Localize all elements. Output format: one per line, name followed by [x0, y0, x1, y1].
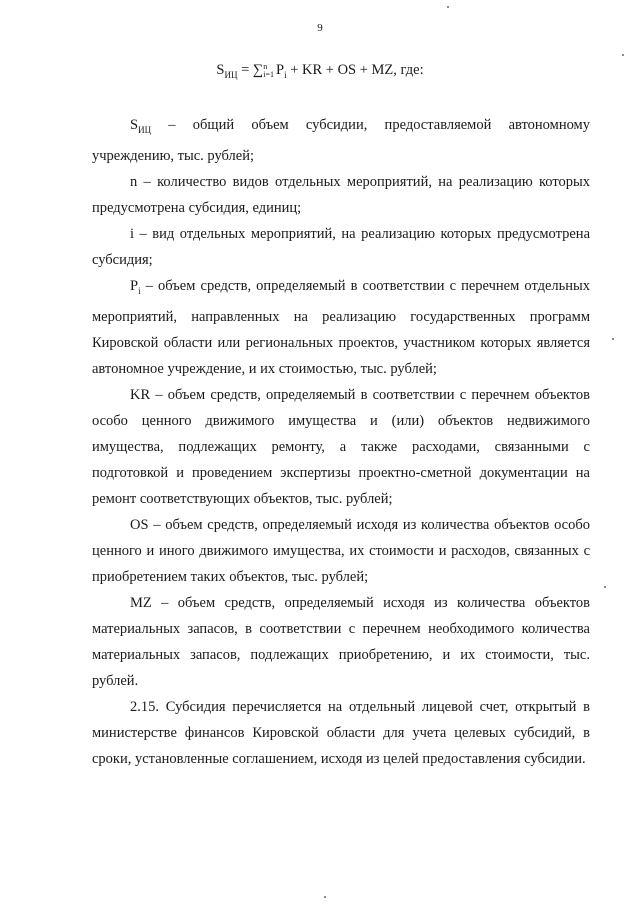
scan-speck — [604, 586, 606, 588]
symbol: P — [130, 277, 139, 294]
symbol-sub: ИЦ — [138, 124, 152, 135]
definition-text: – объем средств, определяемый в соответствии с перечнем объектов особо ценного движимого имущества и (или) объектов недвижимого имущества, подлежащих ремонту, а также расходами, связанными с подготовкой и проведением экспертизы проектно-сметной документации на ремонт соответствующих объектов, тыс. рублей; — [92, 386, 590, 507]
definition-text: – объем средств, определяемый исходя из количества объектов особо ценного и иного движимого имущества, их стоимости и расходов, связанных с приобретением таких объектов, тыс. рублей; — [92, 516, 590, 585]
page-number: 9 — [317, 22, 323, 34]
symbol: n — [130, 173, 138, 190]
definition-text: – объем средств, определяемый исходя из количества объектов материальных запасов, в соответствии с перечнем необходимого количества материальных запасов, подлежащих приобретению, и их стоимости, тыс. рублей. — [92, 594, 590, 689]
formula-sum: ∑ — [252, 62, 264, 78]
formula-p-sub: i — [284, 69, 287, 80]
symbol: i — [130, 225, 135, 242]
formula-p: P — [275, 62, 285, 78]
symbol-sub: i — [138, 285, 141, 296]
clause-text: Субсидия перечисляется на отдельный лицевой счет, открытый в министерстве финансов Кировской области для учета целевых субсидий, в сроки, установленные соглашением, исходя из целей предоставления субсидии. — [92, 698, 590, 767]
formula-sum-bottom: i=1 — [263, 69, 274, 79]
definition-text: – количество видов отдельных мероприятий, на реализацию которых предусмотрена субсидия, единиц; — [92, 173, 590, 216]
formula — [0, 62, 640, 80]
paragraph-os — [92, 512, 590, 590]
symbol: OS — [130, 516, 149, 533]
paragraph-pi — [92, 273, 590, 382]
definition-text: – общий объем субсидии, предоставляемой автономному учреждению, тыс. рублей; — [92, 117, 590, 164]
definition-text: – вид отдельных мероприятий, на реализацию которых предусмотрена субсидия; — [92, 225, 590, 268]
symbol: MZ — [130, 594, 152, 611]
scan-speck — [447, 6, 449, 8]
scan-speck — [324, 896, 326, 898]
formula-lhs: S — [216, 62, 225, 78]
paragraph-s-ic — [92, 112, 590, 169]
scan-speck — [612, 338, 614, 340]
symbol: S — [130, 117, 139, 133]
paragraph-kr — [92, 382, 590, 512]
formula-rest: + KR + OS + MZ, где: — [286, 62, 424, 78]
symbol: KR — [130, 386, 151, 403]
formula-sum-limits — [263, 63, 274, 79]
paragraph-mz — [92, 590, 590, 694]
paragraph-i — [92, 221, 590, 273]
formula-sum-top: n — [263, 61, 268, 71]
definition-text: – объем средств, определяемый в соответствии с перечнем отдельных мероприятий, направленных на реализацию государственных программ Кировской области или региональных проектов, участником которых является автономное учреждение, и их стоимостью, тыс. рублей; — [92, 277, 590, 377]
document-body — [92, 112, 590, 772]
paragraph-n — [92, 169, 590, 221]
formula-lhs-sub: ИЦ — [224, 69, 238, 80]
clause-number: 2.15. — [130, 698, 159, 715]
formula-equals: = — [241, 62, 253, 78]
scan-speck — [622, 54, 624, 56]
paragraph-2-15 — [92, 694, 590, 772]
